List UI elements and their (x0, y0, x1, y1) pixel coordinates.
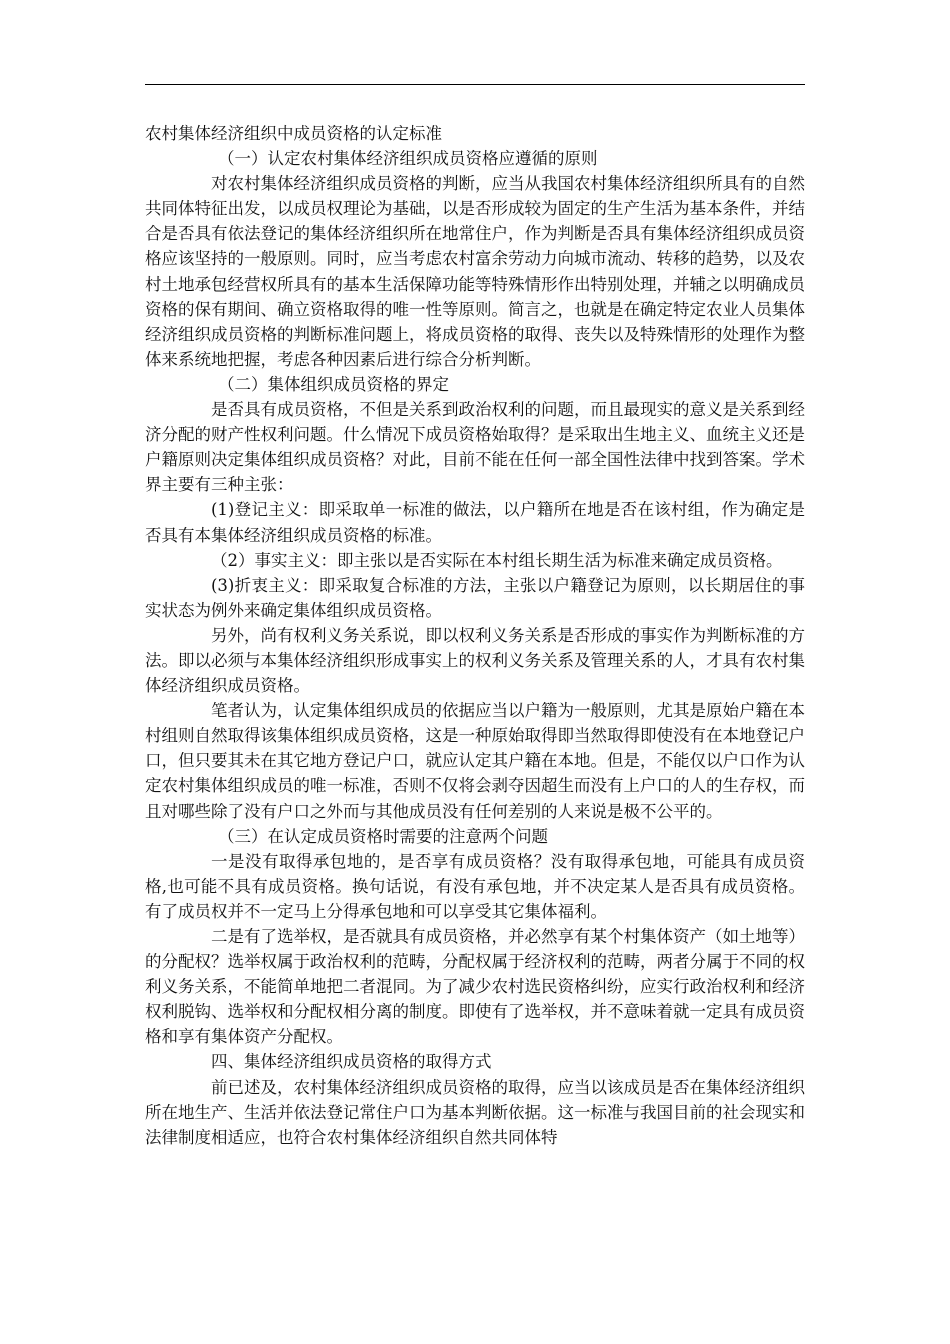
paragraph: 对农村集体经济组织成员资格的判断，应当从我国农村集体经济组织所具有的自然共同体特征出发，以成员权理论为基础，以是否形成较为固定的生产生活为基本条件，并结合是否具有依法登记的集体经济组织所在地常住户，作为判断是否具有集体经济组织成员资格应该坚持的一般原则。同时，应当考虑农村富余劳动力向城市流动、转移的趋势，以及农村土地承包经营权所具有的基本生活保障功能等特殊情形作出特别处理，并辅之以明确成员资格的保有期间、确立资格取得的唯一性等原则。简言之，也就是在确定特定农业人员集体经济组织成员资格的判断标准问题上，将成员资格的取得、丧失以及特殊情形的处理作为整体来系统地把握，考虑各种因素后进行综合分析判断。 (145, 174, 805, 369)
document-title: 农村集体经济组织中成员资格的认定标准 (145, 124, 442, 143)
paragraph: 二是有了选举权，是否就具有成员资格，并必然享有某个村集体资产（如土地等）的分配权？选举权属于政治权利的范畴，分配权属于经济权利的范畴，两者分属于不同的权利义务关系，不能简单地把二者混同。为了减少农村选民资格纠纷，应实行政治权利和经济权利脱钩、选举权和分配权相分离的制度。即使有了选举权，并不意味着就一定具有成员资格和享有集体资产分配权。 (145, 927, 805, 1047)
section-heading-1: （一）认定农村集体经济组织成员资格应遵循的原则 (218, 149, 598, 169)
paragraph: 前已述及，农村集体经济组织成员资格的取得，应当以该成员是否在集体经济组织所在地生产、生活并依法登记常住户口为基本判断依据。这一标准与我国目前的社会现实和法律制度相适应，也符合农村集体经济组织自然共同体特 (145, 1077, 805, 1147)
section-heading-3: （三）在认定成员资格时需要的注意两个问题 (218, 826, 548, 846)
paragraph: 是否具有成员资格，不但是关系到政治权利的问题，而且最现实的意义是关系到经济分配的财产性权利问题。什么情况下成员资格始取得？是采取出生地主义、血统主义还是户籍原则决定集体组织成员资格？对此，目前不能在任何一部全国性法律中找到答案。学术界主要有三种主张： (145, 400, 805, 495)
paragraph: 另外，尚有权利义务关系说，即以权利义务关系是否形成的事实作为判断标准的方法。即以必须与本集体经济组织形成事实上的权利义务关系及管理关系的人，才具有农村集体经济组织成员资格。 (145, 625, 805, 696)
header-rule (145, 84, 805, 85)
section-heading-2: （二）集体组织成员资格的界定 (218, 374, 449, 394)
paragraph: (3)折衷主义：即采取复合标准的方法，主张以户籍登记为原则，以长期居住的事实状态为例外来确定集体组织成员资格。 (145, 575, 805, 620)
paragraph: 一是没有取得承包地的，是否享有成员资格？没有取得承包地，可能具有成员资格,也可能不具有成员资格。换句话说，有没有承包地，并不决定某人是否具有成员资格。有了成员权并不一定马上分得承包地和可以享受其它集体福利。 (145, 851, 805, 921)
paragraph: （2）事实主义：即主张以是否实际在本村组长期生活为标准来确定成员资格。 (211, 550, 783, 570)
section-heading-4: 四、集体经济组织成员资格的取得方式 (211, 1052, 492, 1072)
paragraph: 笔者认为，认定集体组织成员的依据应当以户籍为一般原则，尤其是原始户籍在本村组则自然取得该集体组织成员资格，这是一种原始取得即当然取得即使没有在本地登记户口，但只要其未在其它地方登记户口，就应认定其户籍在本地。但是，不能仅以户口作为认定农村集体组织成员的唯一标准，否则不仅将会剥夺因超生而没有上户口的人的生存权，而且对哪些除了没有户口之外而与其他成员没有任何差别的人来说是极不公平的。 (145, 701, 805, 821)
paragraph: (1)登记主义：即采取单一标准的做法，以户籍所在地是否在该村组，作为确定是否具有本集体经济组织成员资格的标准。 (145, 500, 805, 545)
document-body (145, 121, 805, 1150)
